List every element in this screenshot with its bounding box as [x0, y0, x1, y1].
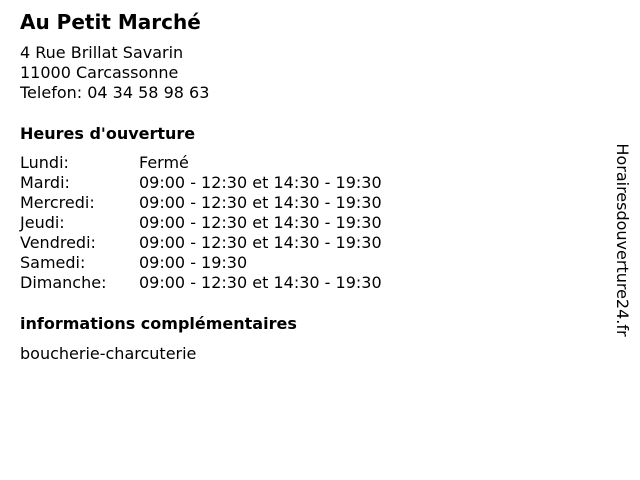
- day-hours: 09:00 - 19:30: [139, 253, 248, 272]
- street-address: 4 Rue Brillat Savarin: [20, 43, 184, 62]
- site-watermark: Horairesdouverture24.fr: [613, 143, 632, 337]
- day-hours: 09:00 - 12:30 et 14:30 - 19:30: [139, 233, 382, 252]
- day-label: Samedi:: [20, 253, 86, 272]
- hours-row-sunday: [20, 273, 382, 293]
- day-label: Jeudi:: [20, 213, 65, 232]
- day-hours: 09:00 - 12:30 et 14:30 - 19:30: [139, 213, 382, 232]
- day-hours: 09:00 - 12:30 et 14:30 - 19:30: [139, 273, 382, 292]
- opening-hours-heading: Heures d'ouverture: [20, 124, 196, 143]
- hours-row-tuesday: [20, 173, 382, 193]
- phone-number: Telefon: 04 34 58 98 63: [20, 83, 210, 102]
- additional-info-heading: informations complémentaires: [20, 314, 297, 333]
- day-label: Lundi:: [20, 153, 69, 172]
- city-address: 11000 Carcassonne: [20, 63, 179, 82]
- day-label: Mercredi:: [20, 193, 95, 212]
- hours-row-friday: [20, 233, 382, 253]
- address-block: [20, 43, 209, 103]
- day-hours: 09:00 - 12:30 et 14:30 - 19:30: [139, 193, 382, 212]
- day-hours: Fermé: [139, 153, 189, 172]
- day-label: Vendredi:: [20, 233, 96, 252]
- opening-hours-table: [20, 153, 382, 293]
- business-name: Au Petit Marché: [20, 10, 201, 34]
- day-label: Mardi:: [20, 173, 70, 192]
- hours-row-thursday: [20, 213, 382, 233]
- day-label: Dimanche:: [20, 273, 107, 292]
- hours-row-wednesday: [20, 193, 382, 213]
- business-category: boucherie-charcuterie: [20, 344, 197, 363]
- hours-row-saturday: [20, 253, 382, 273]
- day-hours: 09:00 - 12:30 et 14:30 - 19:30: [139, 173, 382, 192]
- hours-row-monday: [20, 153, 382, 173]
